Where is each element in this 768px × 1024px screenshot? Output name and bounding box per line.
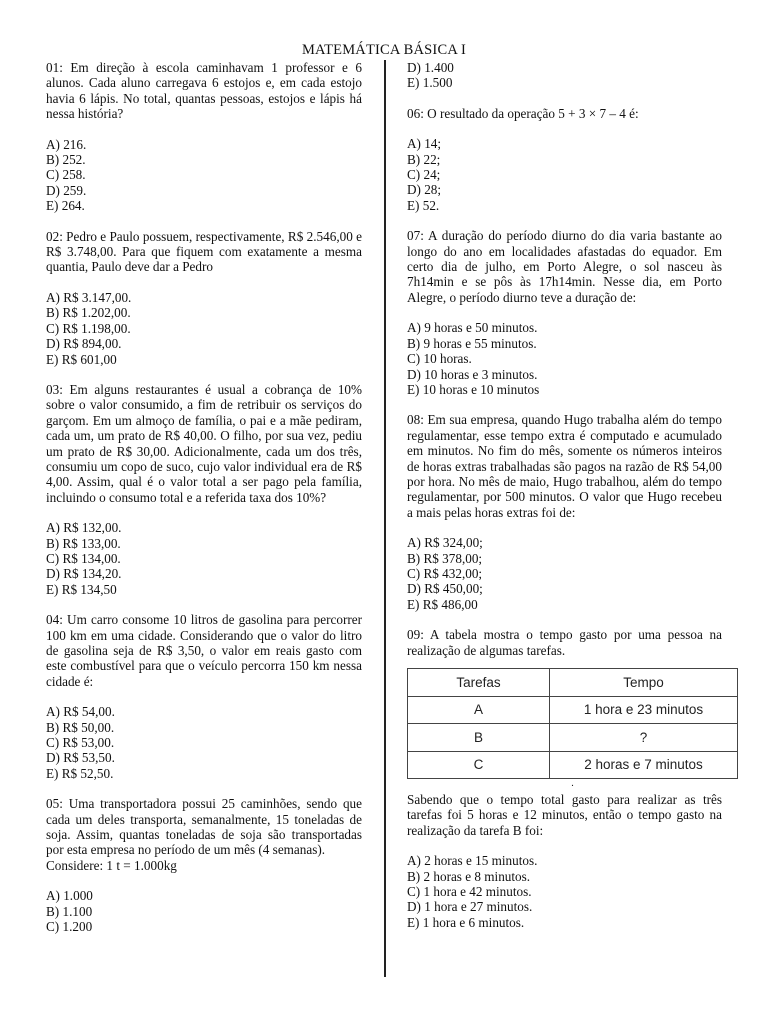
option-b: B) R$ 50,00. (46, 719, 115, 735)
table-cell: C (408, 751, 550, 779)
answer-options (46, 137, 362, 214)
table-header-row (408, 669, 738, 697)
question-02 (46, 229, 362, 367)
option-b: B) 252. (46, 152, 86, 168)
option-d: D) R$ 450,00; (407, 581, 483, 597)
option-a: A) 2 horas e 15 minutos. (407, 853, 538, 869)
question-text: 03: Em alguns restaurantes é usual a cobrança de 10% sobre o valor consumido, a fim de retribuir os serviços do garçom. Em um almoço de família, o pai e a mãe pediram, cada um, um prato de R$ 40,00. O filho, por sua vez, pediu um prato de R$ 30,00. Adicionalmente, cada um dos três, consumiu um copo de suco, cujo valor individual era de R$ 4,00. Assim, qual é o valor total a ser pago pela família, incluindo o consumo total e a referida taxa dos 10%? (46, 381, 362, 505)
option-b: B) 9 horas e 55 minutos. (407, 335, 537, 351)
question-note: Considere: 1 t = 1.000kg (46, 857, 177, 873)
option-e: E) R$ 52,50. (46, 765, 114, 781)
option-d: D) 10 horas e 3 minutos. (407, 366, 538, 382)
answer-options (46, 520, 362, 597)
option-a: A) R$ 3.147,00. (46, 289, 132, 305)
page-title: MATEMÁTICA BÁSICA I (301, 42, 467, 58)
option-d: D) 28; (407, 182, 442, 198)
question-text: 01: Em direção à escola caminhavam 1 professor e 6 alunos. Cada aluno carregava 6 estojos e, em cada estojo havia 6 lápis. No total, quantas pessoas, estojos e lápis há nessa história? (46, 60, 362, 122)
option-d: D) 1 hora e 27 minutos. (407, 899, 533, 915)
option-c: C) 1.200 (46, 919, 93, 935)
table-cell: 2 horas e 7 minutos (550, 751, 738, 779)
answer-options (407, 136, 722, 213)
option-a: A) 14; (407, 136, 442, 152)
question-05-continued (407, 60, 722, 91)
option-a: A) 9 horas e 50 minutos. (407, 320, 538, 336)
option-d: D) R$ 894,00. (46, 336, 122, 352)
question-05 (46, 796, 362, 934)
option-b: B) 22; (407, 151, 441, 167)
question-07 (407, 228, 722, 397)
question-text: 06: O resultado da operação 5 + 3 × 7 – 4 é: (407, 105, 639, 121)
option-e: E) 1 hora e 6 minutos. (407, 914, 525, 930)
option-e: E) 264. (46, 198, 85, 214)
option-c: C) 10 horas. (407, 351, 472, 367)
option-c: C) R$ 1.198,00. (46, 320, 131, 336)
table-cell: 1 hora e 23 minutos (550, 696, 738, 724)
option-c: C) R$ 53,00. (46, 735, 115, 751)
option-c: C) R$ 432,00; (407, 565, 483, 581)
option-c: C) R$ 134,00. (46, 550, 121, 566)
answer-options (46, 290, 362, 367)
question-text: 08: Em sua empresa, quando Hugo trabalha além do tempo regulamentar, esse tempo extra é computado e acumulado em minutos. No fim do mês, somente os números inteiros de horas extras trabalhadas são pagos na razão de R$ 54,00 por hora. No mês de maio, Hugo trabalhou, além do tempo regulamentar, por 500 minutos. O valor que Hugo recebeu a mais pelas horas extras foi de: (407, 412, 722, 520)
option-b: B) 2 horas e 8 minutos. (407, 868, 531, 884)
option-c: C) 24; (407, 167, 441, 183)
option-e: E) 1.500 (407, 75, 453, 91)
option-c: C) 1 hora e 42 minutos. (407, 884, 532, 900)
option-a: A) 1.000 (46, 888, 93, 904)
question-06 (407, 106, 722, 213)
option-e: E) 52. (407, 197, 440, 213)
option-e: E) R$ 486,00 (407, 596, 478, 612)
question-03 (46, 382, 362, 597)
question-04 (46, 612, 362, 781)
answer-options (407, 60, 722, 91)
option-e: E) R$ 601,00 (46, 351, 117, 367)
table-cell: B (408, 724, 550, 752)
option-b: B) 1.100 (46, 903, 93, 919)
answer-options (407, 853, 722, 930)
question-text-continued: Sabendo que o tempo total gasto para realizar as três tarefas foi 5 horas e 12 minutos, então o tempo gasto na realização da tarefa B foi: (407, 792, 722, 838)
table-row (408, 724, 738, 752)
option-a: A) R$ 132,00. (46, 520, 122, 536)
table-row (408, 751, 738, 779)
option-a: A) R$ 54,00. (46, 704, 115, 720)
table-row (408, 696, 738, 724)
option-e: E) 10 horas e 10 minutos (407, 381, 540, 397)
question-01 (46, 60, 362, 214)
column-divider (384, 60, 386, 977)
question-08 (407, 412, 722, 612)
table-cell: A (408, 696, 550, 724)
left-column (46, 60, 362, 950)
right-column (407, 60, 722, 945)
question-text: 09: A tabela mostra o tempo gasto por uma pessoa na realização de algumas tarefas. (407, 627, 722, 658)
answer-options (407, 535, 722, 612)
answer-options (46, 704, 362, 781)
question-09 (407, 627, 722, 930)
question-text: 02: Pedro e Paulo possuem, respectivamente, R$ 2.546,00 e R$ 3.748,00. Para que fiquem com exatamente a mesma quantia, Paulo deve dar a Pedro (46, 228, 362, 275)
table-footnote-dot: . (571, 778, 574, 789)
option-a: A) 216. (46, 136, 87, 152)
answer-options (407, 320, 722, 397)
option-e: E) R$ 134,50 (46, 581, 117, 597)
option-d: D) 1.400 (407, 60, 454, 75)
question-text: 04: Um carro consome 10 litros de gasolina para percorrer 100 km em uma cidade. Considerando que o valor do litro de gasolina seja de R$ 3,50, o valor em reais gasto com este combustível para que o veículo percorra 150 km nessa cidade é: (46, 612, 362, 689)
option-d: D) R$ 134,20. (46, 566, 122, 582)
tasks-table (407, 668, 738, 779)
option-c: C) 258. (46, 167, 86, 183)
table-header: Tempo (550, 669, 738, 697)
option-d: D) 259. (46, 182, 87, 198)
option-b: B) R$ 133,00. (46, 535, 121, 551)
option-b: B) R$ 1.202,00. (46, 305, 131, 321)
question-text: 07: A duração do período diurno do dia varia bastante ao longo do ano em localidades afastadas do equador. Em certo dia de julho, em Porto Alegre, o sol nasceu às 7h14min e se pôs às 17h14min. Nesse dia, em Porto Alegre, o período diurno teve a duração de: (407, 228, 722, 305)
option-b: B) R$ 378,00; (407, 550, 483, 566)
answer-options (46, 888, 362, 934)
table-header: Tarefas (408, 669, 550, 697)
question-text: 05: Uma transportadora possui 25 caminhões, sendo que cada um deles transporta, semanalmente, 15 toneladas de soja. Assim, quantas toneladas de soja são transportadas por esta empresa no período de um mês (4 semanas). (46, 796, 362, 858)
option-d: D) R$ 53,50. (46, 750, 115, 766)
table-cell: ? (550, 724, 738, 752)
option-a: A) R$ 324,00; (407, 535, 483, 551)
